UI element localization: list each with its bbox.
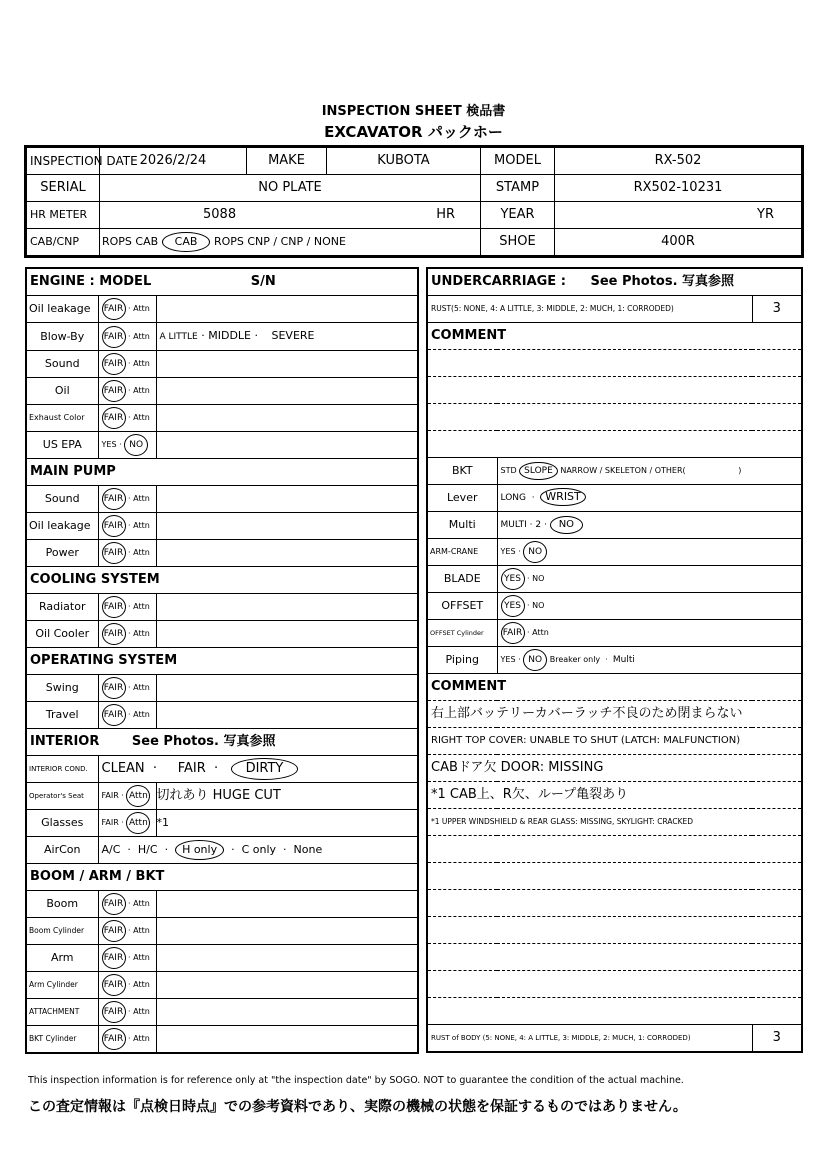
row-label: OFFSET Cylinder	[427, 620, 497, 647]
blowby-levels: A LITTLE · MIDDLE · SEVERE	[156, 323, 418, 351]
note	[156, 432, 418, 459]
row-label: AirCon	[26, 837, 98, 864]
boom-header: BOOM / ARM / BKT	[26, 864, 418, 891]
left-table	[25, 267, 419, 1054]
shoe-label: SHOE	[481, 229, 555, 257]
comment-line	[427, 944, 802, 971]
row-label: Operator's Seat	[26, 783, 98, 810]
inspection-date-label: INSPECTION DATE	[26, 147, 100, 175]
boom-row-attachment	[26, 999, 418, 1026]
row-label: Radiator	[26, 594, 98, 621]
comment-text: *1 UPPER WINDSHIELD & REAR GLASS: MISSING, SKYLIGHT: CRACKED	[427, 809, 802, 836]
row-label: Exhaust Color	[26, 405, 98, 432]
model-value: RX-502	[555, 147, 803, 175]
row-label: BKT Cylinder	[26, 1026, 98, 1054]
fair-attn: FAIR · Attn	[98, 891, 156, 918]
blade-row	[427, 566, 802, 593]
year-cell	[555, 202, 803, 229]
pump-row-oil-leakage	[26, 513, 418, 540]
operating-row-swing	[26, 675, 418, 702]
engine-row-exhaust	[26, 405, 418, 432]
comment2-header: COMMENT	[427, 674, 802, 701]
hr-unit: HR	[436, 207, 455, 222]
row-label: BKT	[427, 458, 497, 485]
row-label: Glasses	[26, 810, 98, 837]
cab-option-rops-cnp: ROPS CNP	[213, 235, 270, 248]
lever-options: LONG · WRIST	[497, 485, 802, 512]
boom-row-boom-cylinder	[26, 918, 418, 945]
interior-see-photos: See Photos. 写真参照	[131, 734, 276, 749]
comment-text: 右上部バッテリーカバーラッチ不良のため閉まらない	[427, 701, 802, 728]
fair-attn: FAIR · Attn	[98, 621, 156, 648]
right-table	[426, 267, 803, 1053]
multi-options: MULTI · 2 · NO	[497, 512, 802, 539]
aircon-row	[26, 837, 418, 864]
footer-note-jp: この査定情報は『点検日時点』での参考資料であり、実際の機械の状態を保証するものではありません。	[28, 1099, 687, 1115]
fair-attn: FAIR · Attn	[98, 1026, 156, 1054]
row-label: BLADE	[427, 566, 497, 593]
arm-crane-row	[427, 539, 802, 566]
interior-cond-options: CLEAN · FAIR · DIRTY	[98, 756, 418, 783]
boom-row-boom	[26, 891, 418, 918]
row-label: Arm	[26, 945, 98, 972]
comment-text: CABドア欠 DOOR: MISSING	[427, 755, 802, 782]
engine-row-oil-leakage	[26, 296, 418, 323]
cab-label: CAB/CNP	[26, 229, 100, 257]
row-label: Piping	[427, 647, 497, 674]
rust-body-value: 3	[752, 1025, 802, 1053]
boom-row-arm-cylinder	[26, 972, 418, 999]
fair-attn: FAIR · Attn	[98, 702, 156, 729]
hr-meter-label: HR METER	[26, 202, 100, 229]
stamp-label: STAMP	[481, 175, 555, 202]
cab-option-cab-selected: CAB	[162, 232, 211, 252]
fair-attn: FAIR · Attn	[98, 351, 156, 378]
row-label: OFFSET	[427, 593, 497, 620]
row-label: Power	[26, 540, 98, 567]
bkt-options: STD SLOPE NARROW / SKELETON / OTHER( )	[497, 458, 802, 485]
comment-line	[427, 971, 802, 998]
comment-line	[427, 917, 802, 944]
piping-options: YES · NO Breaker only · Multi	[497, 647, 802, 674]
footer-note-en: This inspection information is for reference only at "the inspection date" by SOGO. NOT to guarantee the condition of the actual machine.	[28, 1075, 684, 1086]
interior-header: INTERIOR See Photos. 写真参照	[26, 729, 418, 756]
multi-row	[427, 512, 802, 539]
engine-header: ENGINE : MODEL S/N	[26, 268, 418, 296]
row-label: Sound	[26, 351, 98, 378]
cooling-header: COOLING SYSTEM	[26, 567, 418, 594]
cooling-row-oil-cooler	[26, 621, 418, 648]
fair-attn: FAIR · Attn	[98, 999, 156, 1026]
main-pump-header: MAIN PUMP	[26, 459, 418, 486]
cab-options: ROPS CAB CAB ROPS CNP / CNP / NONE	[100, 229, 481, 257]
make-label: MAKE	[247, 147, 327, 175]
comment-line	[427, 377, 802, 404]
row-label: Oil Cooler	[26, 621, 98, 648]
operating-header: OPERATING SYSTEM	[26, 648, 418, 675]
fair-attn: FAIR · Attn	[98, 945, 156, 972]
engine-row-blow-by	[26, 323, 418, 351]
offset-cylinder-row	[427, 620, 802, 647]
make-value: KUBOTA	[327, 147, 481, 175]
fair-attn: FAIR · Attn	[98, 918, 156, 945]
row-label: Swing	[26, 675, 98, 702]
fair-attn: FAIR · Attn	[497, 620, 802, 647]
fair-attn: FAIR · Attn	[98, 810, 156, 837]
comment-line	[427, 404, 802, 431]
row-label: INTERIOR COND.	[26, 756, 98, 783]
fair-attn: FAIR · Attn	[98, 540, 156, 567]
bkt-row	[427, 458, 802, 485]
fair-attn: FAIR · Attn	[98, 783, 156, 810]
sn-label: S/N	[250, 274, 276, 289]
fair-attn: FAIR · Attn	[98, 513, 156, 540]
comment-line	[427, 350, 802, 377]
yes-no: YES · NO	[497, 593, 802, 620]
stamp-value: RX502-10231	[555, 175, 803, 202]
hr-meter-cell	[100, 202, 481, 229]
pump-row-power	[26, 540, 418, 567]
row-label: Boom	[26, 891, 98, 918]
cab-option-rops-cab: ROPS CAB	[102, 235, 159, 248]
comment-text: *1 CAB上、R欠、ループ亀裂あり	[427, 782, 802, 809]
engine-row-us-epa	[26, 432, 418, 459]
row-label: Oil	[26, 378, 98, 405]
comment-line	[427, 890, 802, 917]
row-label: Blow-By	[26, 323, 98, 351]
row-label: Multi	[427, 512, 497, 539]
row-label: Arm Cylinder	[26, 972, 98, 999]
fair-attn: FAIR · Attn	[98, 972, 156, 999]
fair-attn: FAIR · Attn	[98, 296, 156, 323]
fair-attn: FAIR · Attn	[98, 675, 156, 702]
glasses-row	[26, 810, 418, 837]
fair-attn: FAIR · Attn	[98, 405, 156, 432]
comment-line	[427, 863, 802, 890]
inspection-date: 2026/2/24	[100, 147, 247, 175]
row-label: Oil leakage	[26, 296, 98, 323]
pump-row-sound	[26, 486, 418, 513]
seat-row	[26, 783, 418, 810]
note	[156, 378, 418, 405]
fair-attn: FAIR · Attn	[98, 594, 156, 621]
cab-option-cnp: CNP	[280, 235, 304, 248]
aircon-options: A/C · H/C · H only · C only · None	[98, 837, 418, 864]
year-label: YEAR	[481, 202, 555, 229]
fair-attn: FAIR · Attn	[98, 378, 156, 405]
cab-option-none: NONE	[313, 235, 346, 248]
comment-line	[427, 836, 802, 863]
seat-note: 切れあり HUGE CUT	[156, 783, 418, 810]
rust-body-row	[427, 1025, 802, 1053]
boom-row-arm	[26, 945, 418, 972]
interior-cond-row	[26, 756, 418, 783]
offset-row	[427, 593, 802, 620]
row-label: Lever	[427, 485, 497, 512]
hr-meter-value: 5088	[203, 207, 237, 222]
row-label: ATTACHMENT	[26, 999, 98, 1026]
rust-row	[427, 296, 802, 323]
lever-row	[427, 485, 802, 512]
yes-no: YES · NO	[497, 566, 802, 593]
sheet-title: INSPECTION SHEET 検品書	[321, 104, 506, 119]
rust-body-label: RUST of BODY (5: NONE, 4: A LITTLE, 3: MIDDLE, 2: MUCH, 1: CORRODED)	[427, 1025, 752, 1053]
yes-no: YES · NO	[98, 432, 156, 459]
note	[156, 296, 418, 323]
sheet-subtitle: EXCAVATOR パックホー	[324, 123, 503, 141]
engine-row-oil	[26, 378, 418, 405]
shoe-value: 400R	[555, 229, 803, 257]
rust-value: 3	[752, 296, 802, 323]
note	[156, 351, 418, 378]
boom-row-bkt-cylinder	[26, 1026, 418, 1054]
header-table	[24, 145, 804, 258]
row-label: Travel	[26, 702, 98, 729]
undercarriage-header: UNDERCARRIAGE : See Photos. 写真参照	[427, 268, 802, 296]
model-label: MODEL	[481, 147, 555, 175]
undercarriage-see-photos: See Photos. 写真参照	[590, 274, 735, 289]
row-label: Oil leakage	[26, 513, 98, 540]
fair-attn: FAIR · Attn	[98, 323, 156, 351]
operating-row-travel	[26, 702, 418, 729]
engine-row-sound	[26, 351, 418, 378]
glasses-note: *1	[156, 810, 418, 837]
serial-label: SERIAL	[26, 175, 100, 202]
comment-header: COMMENT	[427, 323, 802, 350]
comment-text: RIGHT TOP COVER: UNABLE TO SHUT (LATCH: MALFUNCTION)	[427, 728, 802, 755]
year-unit: YR	[757, 207, 775, 222]
note	[156, 405, 418, 432]
rust-label: RUST(5: NONE, 4: A LITTLE, 3: MIDDLE, 2: MUCH, 1: CORRODED)	[427, 296, 752, 323]
comment-line	[427, 998, 802, 1025]
fair-attn: FAIR · Attn	[98, 486, 156, 513]
piping-row	[427, 647, 802, 674]
yes-no: YES · NO	[497, 539, 802, 566]
row-label: ARM-CRANE	[427, 539, 497, 566]
serial-value: NO PLATE	[100, 175, 481, 202]
cooling-row-radiator	[26, 594, 418, 621]
row-label: US EPA	[26, 432, 98, 459]
row-label: Boom Cylinder	[26, 918, 98, 945]
row-label: Sound	[26, 486, 98, 513]
comment-line	[427, 431, 802, 458]
